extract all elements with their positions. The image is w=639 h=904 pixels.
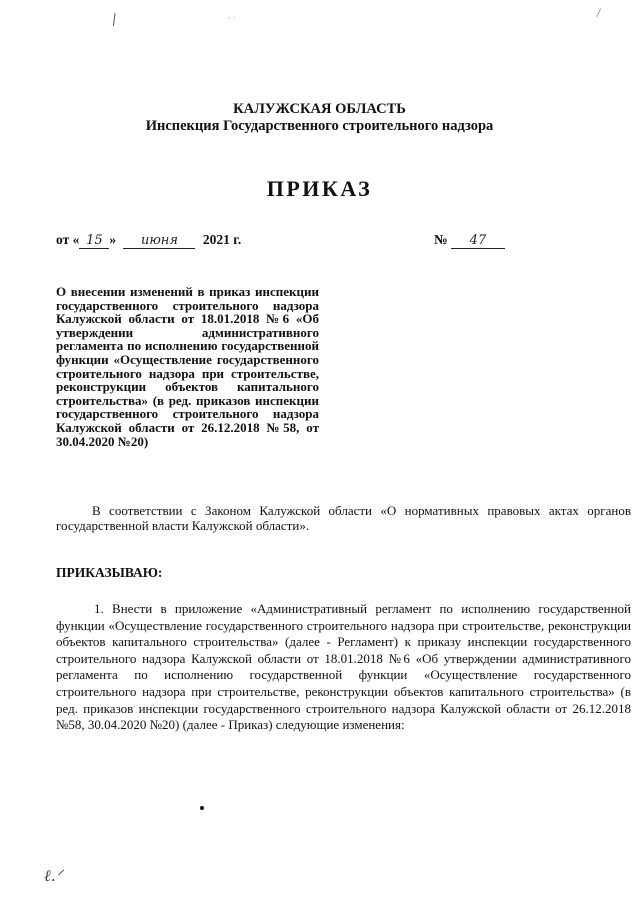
- region-heading: КАЛУЖСКАЯ ОБЛАСТЬ: [233, 101, 406, 117]
- order-directive: ПРИКАЗЫВАЮ:: [56, 565, 163, 580]
- handwritten-mark: /: [597, 8, 601, 19]
- scan-dot: [200, 806, 204, 810]
- intro-paragraph: В соответствии с Законом Калужской области «О нормативных правовых актах органов государственной власти Калужской области».: [56, 503, 631, 533]
- date-quote-close: »: [109, 232, 117, 247]
- number-value: 47: [451, 234, 505, 249]
- date-year: 2021 г.: [202, 232, 242, 247]
- order-subject: О внесении изменений в приказ инспекции государственного строительного надзора Калужской области от 18.01.2018 №6 «Об утверждении административного регламента по исполнению государственной функции «Осуществление государственного строительного надзора при строительстве, реконструкции объектов капитального строительства» (в ред. приказов инспекции государственного строительного надзора Калужской области от 26.12.2018 №58, от 30.04.2020 №20): [56, 284, 319, 449]
- date-prefix: от «: [56, 232, 80, 247]
- date-line: [56, 232, 241, 249]
- organization-heading: Инспекция Государственного строительного надзора: [145, 118, 494, 134]
- number-line: [434, 232, 505, 249]
- item-1-paragraph: 1. Внести в приложение «Административный регламент по исполнению государственной функции «Осуществление государственного строительного надзора при строительстве, реконструкции объектов капитального строительства» (далее - Регламент) к приказу инспекции государственного строительного надзора Калужской области от 18.01.2018 №6 «Об утверждении административного регламента по исполнению государственной функции «Осуществление государственного строительного надзора при строительстве, реконструкции объектов капитального строительства» (в ред. приказов инспекции государственного строительного надзора Калужской области от 26.12.2018 №58, 30.04.2020 №20) (далее - Приказ) следующие изменения:: [56, 601, 631, 733]
- document-title: ПРИКАЗ: [266, 176, 373, 201]
- date-day: 15: [79, 234, 109, 249]
- handwritten-initials: ℓ.ᐟ: [44, 866, 63, 885]
- scan-speck: · ·: [228, 14, 236, 23]
- handwritten-mark: /: [109, 11, 120, 29]
- number-label: №: [434, 232, 448, 247]
- date-month: июня: [123, 234, 195, 249]
